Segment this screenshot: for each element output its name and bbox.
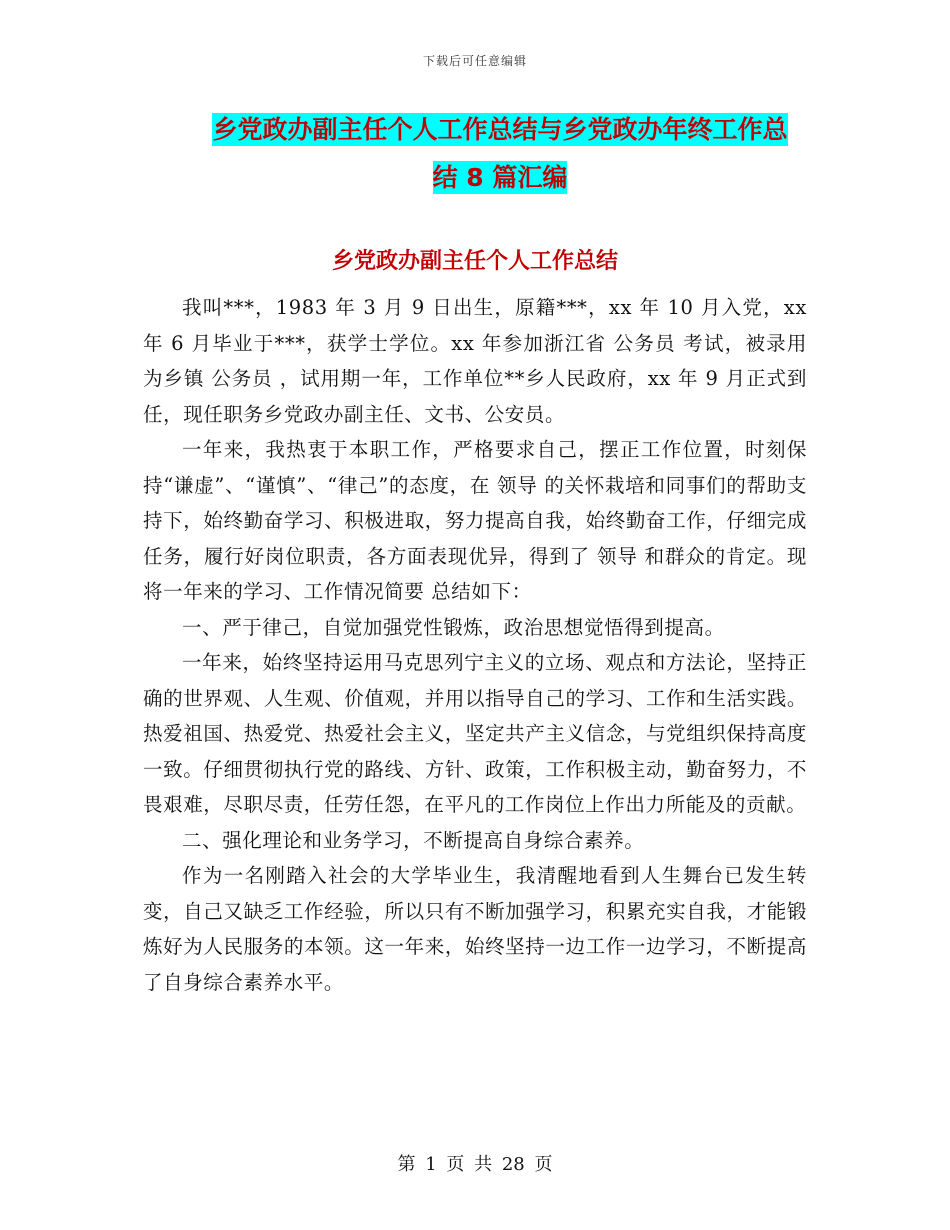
- paragraph: 作为一名刚踏入社会的大学毕业生，我清醒地看到人生舞台已发生转变，自己又缺乏工作经验，所以只有不断加强学习，积累充实自我，才能锻炼好为人民服务的本领。这一年来，始终坚持一边工作一边学习，不断提高了自身综合素养水平。: [143, 864, 807, 994]
- paragraph: 一年来，我热衷于本职工作，严格要求自己，摆正工作位置，时刻保持“谦虚”、“谨慎”、“律己”的态度，在 领导 的关怀栽培和同事们的帮助支持下，始终勤奋学习、积极进取，努力提高自我，始终勤奋工作，仔细完成任务，履行好岗位职责，各方面表现优异，得到了 领导 和群众的肯定。现将一年来的学习、工作情况简要 总结如下：: [143, 438, 807, 603]
- paragraph: 二、强化理论和业务学习，不断提高自身综合素养。: [182, 828, 645, 852]
- document-title-line-1: 乡党政办副主任个人工作总结与乡党政办年终工作总: [212, 115, 788, 144]
- paragraph: 一年来，始终坚持运用马克思列宁主义的立场、观点和方法论，坚持正确的世界观、人生观、价值观，并用以指导自己的学习、工作和生活实践。热爱祖国、热爱党、热爱社会主义，坚定共产主义信念，与党组织保持高度一致。仔细贯彻执行党的路线、方针、政策，工作积极主动，勤奋努力，不畏艰难，尽职尽责，任劳任怨，在平凡的工作岗位上作出力所能及的贡献。: [143, 651, 807, 816]
- page-number-footer: 第 1 页 共 28 页: [397, 1154, 553, 1175]
- document-title-line-2: 结 8 篇汇编: [432, 163, 568, 192]
- paragraph: 我叫***，1983 年 3 月 9 日出生，原籍***，xx 年 10 月入党，xx 年 6 月毕业于***，获学士学位。xx 年参加浙江省 公务员 考试，被录用为乡镇 公务员 ，试用期一年，工作单位**乡人民政府，xx 年 9 月正式到任，现任职务乡党政办副主任、文书、公安员。: [143, 296, 807, 426]
- header-note: 下载后可任意编辑: [422, 54, 527, 68]
- section-title: 乡党政办副主任个人工作总结: [331, 249, 618, 274]
- document-title: [150, 106, 850, 202]
- document-body: [143, 290, 807, 1000]
- paragraph: 一、严于律己，自觉加强党性锻炼，政治思想觉悟得到提高。: [182, 615, 725, 639]
